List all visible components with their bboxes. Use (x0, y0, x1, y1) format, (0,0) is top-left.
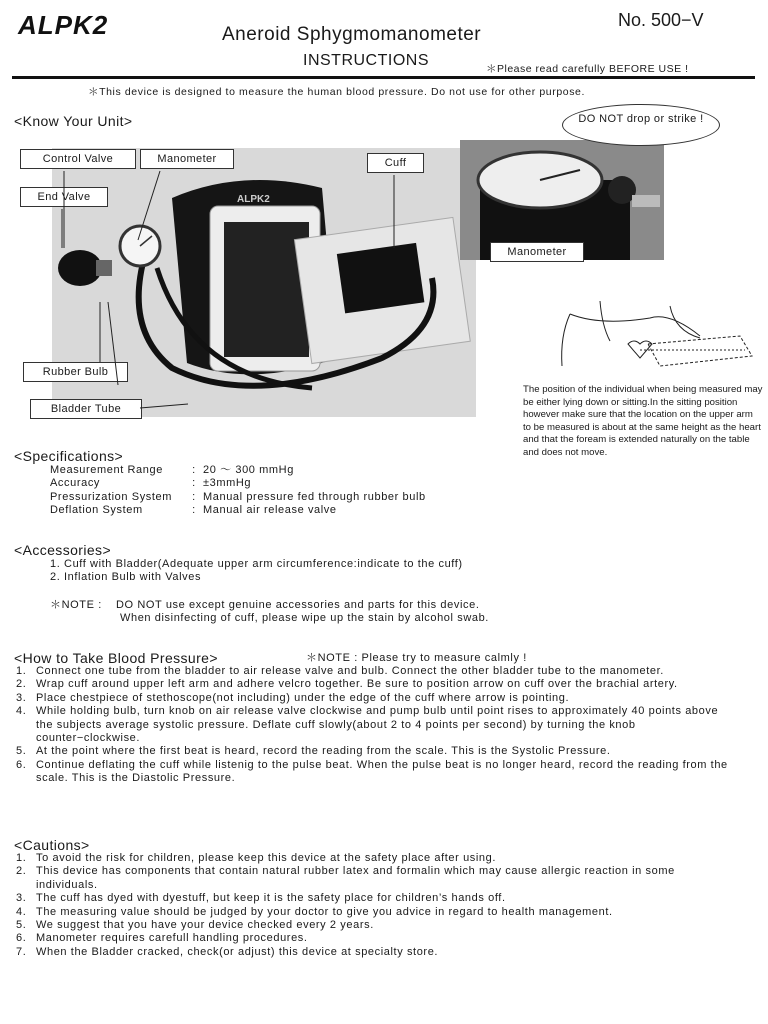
list-number: 4. (16, 905, 27, 918)
list-text: To avoid the risk for children, please keep this device at the safety place after using. (36, 852, 497, 864)
spec-row (50, 491, 510, 504)
label-end-valve: End Valve (20, 187, 108, 207)
label-control-valve: Control Valve (20, 149, 136, 169)
spec-row (50, 464, 510, 477)
accessories-note-label: ＊NOTE : (50, 599, 102, 611)
brand-logo: ALPK2 (18, 10, 109, 40)
list-number: 6. (16, 758, 27, 771)
list-text: Wrap cuff around upper left arm and adhere velcro together. Be sure to position arrow on cuff over the brachial artery. (36, 678, 678, 691)
spec-label: Pressurization System (50, 490, 173, 503)
spec-colon: : (192, 490, 196, 503)
cautions-heading: <Cautions> (14, 837, 90, 853)
list-number: 1. (16, 852, 27, 864)
spec-value: 20 〜 300 mmHg (203, 464, 294, 476)
list-number: 6. (16, 932, 27, 945)
list-text: At the point where the first beat is heard, record the reading from the scale. This is the Systolic Pressure. (36, 745, 611, 758)
list-text: Manometer requires carefull handling procedures. (36, 932, 308, 945)
label-bladder-tube: Bladder Tube (30, 399, 142, 419)
specifications-table (50, 464, 510, 518)
warning-bubble: DO NOT drop or strike ! (562, 104, 720, 146)
spec-row (50, 504, 510, 517)
accessories-heading: <Accessories> (14, 542, 112, 558)
read-before-use-notice: ＊Please read carefully BEFORE USE ! (486, 63, 689, 75)
list-text: The cuff has dyed with dyestuff, but keep it is the safety place for children’s hands off. (36, 892, 506, 905)
how-to-steps (16, 665, 728, 786)
list-text: Connect one tube from the bladder to air release valve and bulb. Connect the other bladder tube to the manometer. (36, 665, 664, 677)
how-to-heading: <How to Take Blood Pressure> (14, 650, 218, 666)
spec-row (50, 477, 510, 490)
spec-value: Manual pressure fed through rubber bulb (203, 490, 426, 503)
list-item (16, 892, 728, 905)
spec-label: Accuracy (50, 477, 101, 490)
list-number: 5. (16, 919, 27, 932)
list-item (16, 932, 728, 945)
cautions-list (16, 852, 728, 959)
list-item (16, 678, 728, 691)
list-text: Place chestpiece of stethoscope(not including) under the edge of the cuff where arrow is pointing. (36, 691, 570, 704)
list-item (16, 759, 728, 786)
list-item (16, 852, 728, 865)
document-title: Aneroid Sphygmomanometer (222, 24, 482, 45)
accessories-note-line: DO NOT use except genuine accessories and parts for this device. (116, 599, 480, 611)
list-item (16, 692, 728, 705)
list-number: 3. (16, 691, 27, 704)
list-text: This device has components that contain natural rubber latex and formalin which may cause allergic reaction in some individuals. (36, 865, 675, 891)
purpose-statement: ＊This device is designed to measure the human blood pressure. Do not use for other purpose. (88, 86, 586, 98)
list-number: 2. (16, 678, 27, 691)
list-text: Continue deflating the cuff while listenig to the pulse beat. When the pulse beat is no longer heard, record the reading from the scale. This is the Diastolic Pressure. (36, 758, 728, 785)
arm-position-sketch (540, 296, 760, 378)
svg-text:ALPK2: ALPK2 (237, 194, 270, 205)
accessories-note-line: When disinfecting of cuff, please wipe up the stain by alcohol swab. (120, 612, 489, 625)
list-item (16, 919, 728, 932)
list-item (16, 865, 728, 892)
list-item (16, 745, 728, 758)
label-manometer-detail: Manometer (490, 242, 584, 262)
list-number: 1. (16, 665, 27, 677)
list-item (16, 946, 728, 959)
accessories-note (50, 599, 610, 626)
list-item (16, 705, 728, 745)
list-number: 7. (16, 945, 27, 958)
spec-label: Measurement Range (50, 464, 163, 476)
specifications-heading: <Specifications> (14, 448, 124, 464)
spec-value: ±3mmHg (203, 477, 252, 490)
list-number: 3. (16, 892, 27, 905)
spec-colon: : (192, 477, 196, 490)
spec-value: Manual air release valve (203, 504, 337, 517)
position-note: The position of the individual when being measured may be either lying down or sitting.In the sitting position however make sure that the location on the upper arm to be measured is about at the same height as the heart and that the foream is extended naturally on the table and does not move. (523, 384, 763, 458)
list-text: When the Bladder cracked, check(or adjust) this device at specialty store. (36, 945, 439, 958)
list-item (16, 665, 728, 678)
list-text: We suggest that you have your device checked every 2 years. (36, 919, 374, 932)
spec-label: Deflation System (50, 504, 143, 517)
model-number: No. 500−V (618, 10, 704, 30)
spec-colon: : (192, 464, 196, 476)
list-text: The measuring value should be judged by your doctor to give you advice in regard to health management. (36, 905, 613, 918)
list-item (16, 906, 728, 919)
list-number: 2. (16, 865, 27, 878)
accessory-item: 2. Inflation Bulb with Valves (50, 571, 202, 584)
label-manometer: Manometer (140, 149, 234, 169)
list-text: While holding bulb, turn knob on air release valve clockwise and pump bulb until point rises to approximately 40 points above the subjects average systolic pressure. Deflate cuff slowly(about 2 to 4 points per second) by turning the knob counter−clockwise. (36, 705, 719, 745)
label-rubber-bulb: Rubber Bulb (23, 362, 128, 382)
how-to-note: ＊NOTE : Please try to measure calmly ! (306, 652, 527, 664)
label-cuff: Cuff (367, 153, 424, 173)
know-unit-heading: <Know Your Unit> (14, 113, 133, 129)
accessories-list (50, 558, 610, 585)
accessory-item: 1. Cuff with Bladder(Adequate upper arm circumference:indicate to the cuff) (50, 558, 463, 570)
list-number: 5. (16, 745, 27, 758)
document-subtitle: INSTRUCTIONS (303, 52, 429, 69)
spec-colon: : (192, 504, 196, 517)
list-number: 4. (16, 705, 27, 718)
